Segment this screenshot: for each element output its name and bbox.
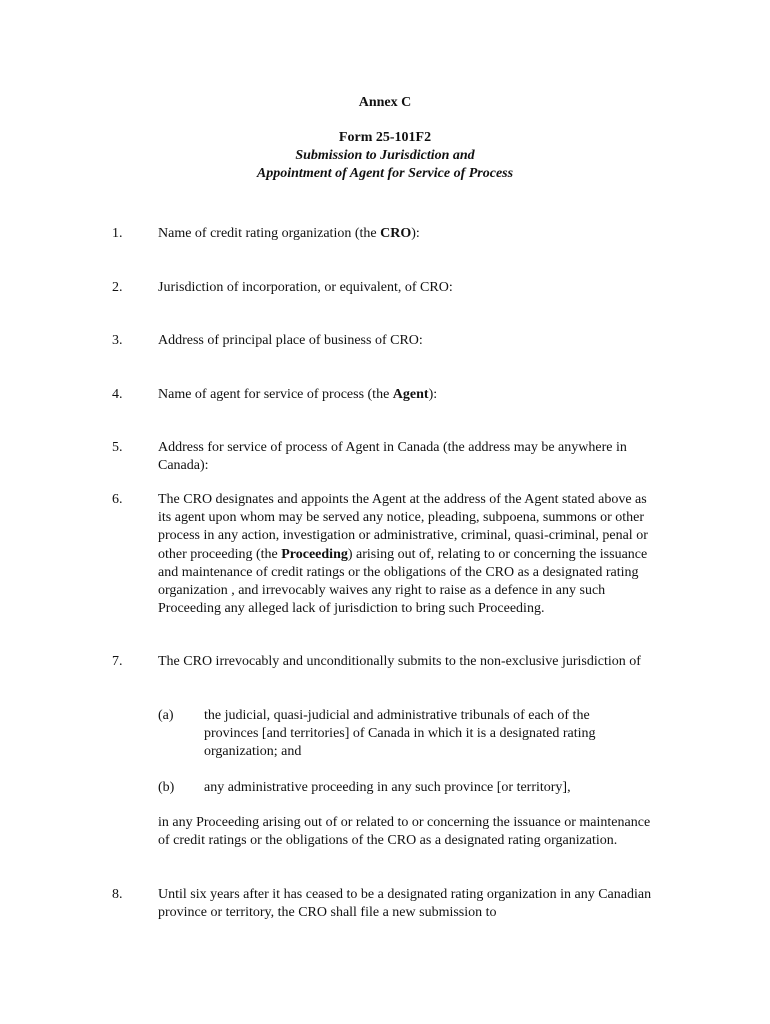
defined-term: CRO xyxy=(380,226,412,241)
item-number: 6. xyxy=(112,492,123,507)
item-text: Address of principal place of business of CRO: xyxy=(158,333,423,348)
item-tail-text: in any Proceeding arising out of or related to or concerning the issuance or maintenance of credit ratings or the obligations of the CRO as a designated rating organization. xyxy=(158,815,651,849)
form-subtitle-line2: Appointment of Agent for Service of Process xyxy=(256,166,514,181)
item-text: Name of agent for service of process (the Agent): xyxy=(158,387,438,402)
subitem-label: (b) xyxy=(158,780,175,795)
form-subtitle-line1: Submission to Jurisdiction and xyxy=(295,148,475,163)
item-text: Jurisdiction of incorporation, or equivalent, of CRO: xyxy=(158,280,453,295)
item-number: 2. xyxy=(112,280,123,295)
subitem-text: the judicial, quasi-judicial and administrative tribunals of each of the provinces [and territories] of Canada in which it is a designated rating organization; and xyxy=(204,708,596,760)
item-number: 4. xyxy=(112,387,123,402)
subitem-label: (a) xyxy=(158,708,174,723)
item-text: Address for service of process of Agent in Canada (the address may be anywhere in Canada): xyxy=(158,440,627,474)
item-text: The CRO irrevocably and unconditionally submits to the non-exclusive jurisdiction of xyxy=(158,654,641,669)
defined-term: Agent xyxy=(392,387,429,402)
form-number: Form 25-101F2 xyxy=(338,130,432,145)
item-text: Name of credit rating organization (the CRO): xyxy=(158,226,420,241)
item-number: 5. xyxy=(112,440,123,455)
subitem-text: any administrative proceeding in any such province [or territory], xyxy=(204,780,571,795)
item-number: 3. xyxy=(112,333,123,348)
item-number: 8. xyxy=(112,887,123,902)
item-text: Until six years after it has ceased to be a designated rating organization in any Canadian province or territory, the CRO shall file a new submission to xyxy=(158,887,652,921)
defined-term: Proceeding xyxy=(281,546,348,562)
item-text: The CRO designates and appoints the Agent at the address of the Agent stated above as its agent upon whom may be served any notice, pleading, subpoena, summons or other process in any action, investigation or administrative, criminal, quasi-criminal, penal or other proceeding (the Proceeding) arising out of, relating to or concerning the issuance and maintenance of credit ratings or the obligations of the CRO as a designated rating organization , and irrevocably waives any right to raise as a defence in any such Proceeding any alleged lack of jurisdiction to bring such Proceeding. xyxy=(158,492,648,617)
item-number: 1. xyxy=(112,226,123,241)
annex-title: Annex C xyxy=(358,95,412,110)
item-number: 7. xyxy=(112,654,123,669)
